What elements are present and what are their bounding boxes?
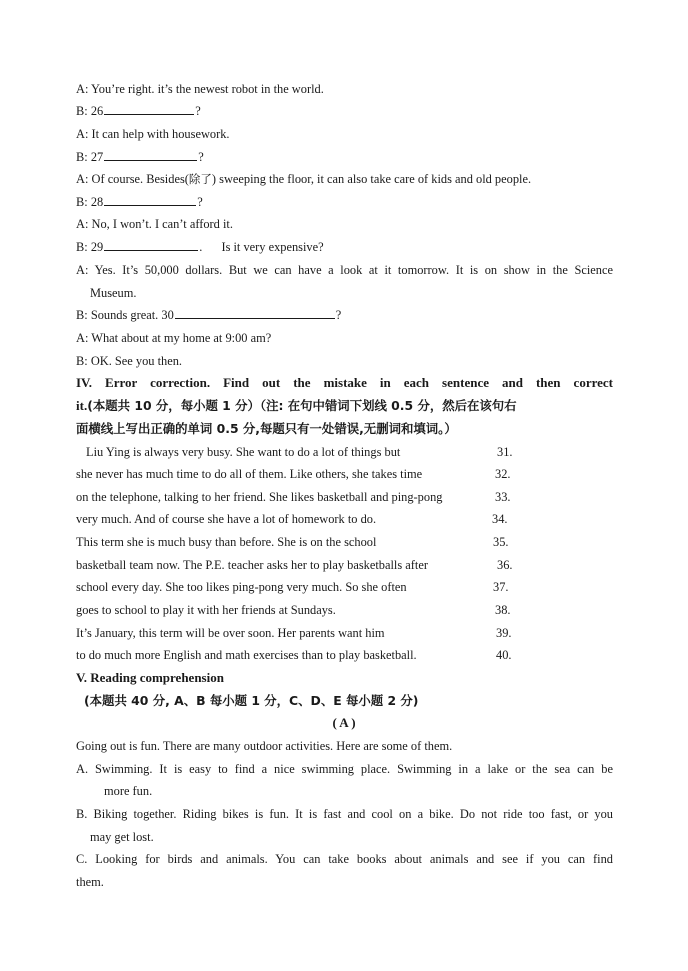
question-number: 28 <box>90 195 104 209</box>
punctuation: ? <box>197 195 203 209</box>
answer-blank[interactable] <box>175 306 335 319</box>
dialogue-line <box>76 80 613 98</box>
speaker: B: <box>76 240 88 254</box>
answer-blank[interactable] <box>104 238 198 251</box>
dialogue-line <box>76 215 613 233</box>
passage-line: Liu Ying is always very busy. She want to do a lot of things but <box>86 445 401 459</box>
punctuation: ? <box>335 308 342 322</box>
instruction-text: (本题共 10 分，每小题 1 分）（注: 在句中错词下划线 0.5 分，然后在该句右 <box>87 398 517 413</box>
dialogue-line <box>76 329 613 347</box>
dialogue-text: It can help with housework. <box>91 127 230 141</box>
dialogue-text: Museum. <box>90 286 137 300</box>
passage-line: on the telephone, talking to her friend. She likes basketball and ping-pong <box>76 490 443 504</box>
line-number: 37. <box>493 580 509 594</box>
dialogue-line <box>76 148 613 166</box>
question-number: 27 <box>90 150 104 164</box>
question-number: 30 <box>161 308 174 322</box>
passage-line: basketball team now. The P.E. teacher asks her to play basketballs after <box>76 558 428 572</box>
passage-label: ( A ) <box>332 715 356 730</box>
section-instructions <box>76 420 613 438</box>
line-number: 33. <box>495 490 511 504</box>
speaker: A: <box>76 82 89 96</box>
speaker: B: <box>76 150 88 164</box>
question-number: 26 <box>90 104 104 118</box>
passage-line: goes to school to play it with her friends at Sundays. <box>76 603 336 617</box>
reading-item-continued: them. <box>76 875 104 889</box>
instruction-text: 面横线上写出正确的单词 0.5 分,每题只有一处错误,无删词和填词。） <box>76 421 457 436</box>
line-number: 40. <box>496 648 512 662</box>
dialogue-line <box>76 125 613 143</box>
reading-intro: Going out is fun. There are many outdoor activities. Here are some of them. <box>76 739 453 753</box>
speaker: B: <box>76 104 88 118</box>
dialogue-line <box>76 352 613 370</box>
line-number: 35. <box>493 535 509 549</box>
reading-item-continued: more fun. <box>104 784 153 798</box>
speaker: B: <box>76 308 88 322</box>
line-number: 34. <box>492 512 508 526</box>
dialogue-line <box>76 261 613 279</box>
dialogue-text: Yes. It’s 50,000 dollars. But we can have a look at it tomorrow. It is on show in the Science <box>94 263 613 277</box>
dialogue-text: Of course. Besides( <box>91 172 189 186</box>
dialogue-text: You’re right. it’s the newest robot in the world. <box>91 82 324 96</box>
dialogue-text: Is it very expensive? <box>221 240 324 254</box>
line-number: 32. <box>495 467 511 481</box>
dialogue-text: No, I won’t. I can’t afford it. <box>91 217 233 231</box>
reading-item: B. Biking together. Riding bikes is fun. It is fast and cool on a bike. Do not ride too fast, or you <box>76 807 613 821</box>
dialogue-line <box>76 102 613 120</box>
section-heading-end: it. <box>76 398 88 413</box>
section-heading: IV. Error correction. Find out the mistake in each sentence and then correct <box>76 375 613 390</box>
dialogue-text: Sounds great. <box>90 308 162 322</box>
speaker: A: <box>76 172 89 186</box>
line-number: 39. <box>496 626 512 640</box>
speaker: A: <box>76 331 89 345</box>
dialogue-line <box>76 306 613 324</box>
dialogue-line <box>76 238 613 256</box>
passage-line: This term she is much busy than before. She is on the school <box>76 535 377 549</box>
section-instructions <box>76 397 613 415</box>
passage-line: to do much more English and math exercises than to play basketball. <box>76 648 417 662</box>
passage-line: It’s January, this term will be over soon. Her parents want him <box>76 626 385 640</box>
chinese-gloss: 除了 <box>188 172 212 186</box>
dialogue-text: ) sweeping the floor, it can also take care of kids and old people. <box>211 172 532 186</box>
punctuation: . <box>199 240 203 254</box>
speaker: A: <box>76 263 89 277</box>
line-number: 38. <box>495 603 511 617</box>
answer-blank[interactable] <box>104 102 194 115</box>
dialogue-line <box>76 193 613 211</box>
question-number: 29 <box>90 240 104 254</box>
reading-item-continued: may get lost. <box>90 830 154 844</box>
speaker: A: <box>76 217 89 231</box>
reading-item: C. Looking for birds and animals. You can take books about animals and see if you can find <box>76 852 613 866</box>
passage-line: she never has much time to do all of them. Like others, she takes time <box>76 467 423 481</box>
section-heading: V. Reading comprehension <box>76 670 224 685</box>
passage-line: school every day. She too likes ping-pong very much. So she often <box>76 580 407 594</box>
line-number: 36. <box>497 558 513 572</box>
answer-blank[interactable] <box>104 148 197 161</box>
punctuation: ? <box>195 104 201 118</box>
answer-blank[interactable] <box>104 193 196 206</box>
punctuation: ? <box>198 150 204 164</box>
dialogue-text: What about at my home at 9:00 am? <box>91 331 272 345</box>
dialogue-line-continued <box>90 284 613 302</box>
line-number: 31. <box>497 445 513 459</box>
speaker: B: <box>76 354 88 368</box>
reading-item: A. Swimming. It is easy to find a nice swimming place. Swimming in a lake or the sea can be <box>76 762 613 776</box>
speaker: A: <box>76 127 89 141</box>
dialogue-line <box>76 170 613 188</box>
passage-line: very much. And of course she have a lot of homework to do. <box>76 512 377 526</box>
dialogue-text: OK. See you then. <box>90 354 183 368</box>
speaker: B: <box>76 195 88 209</box>
section-note: (本题共 40 分, A、B 每小题 1 分，C、D、E 每小题 2 分) <box>84 693 419 708</box>
